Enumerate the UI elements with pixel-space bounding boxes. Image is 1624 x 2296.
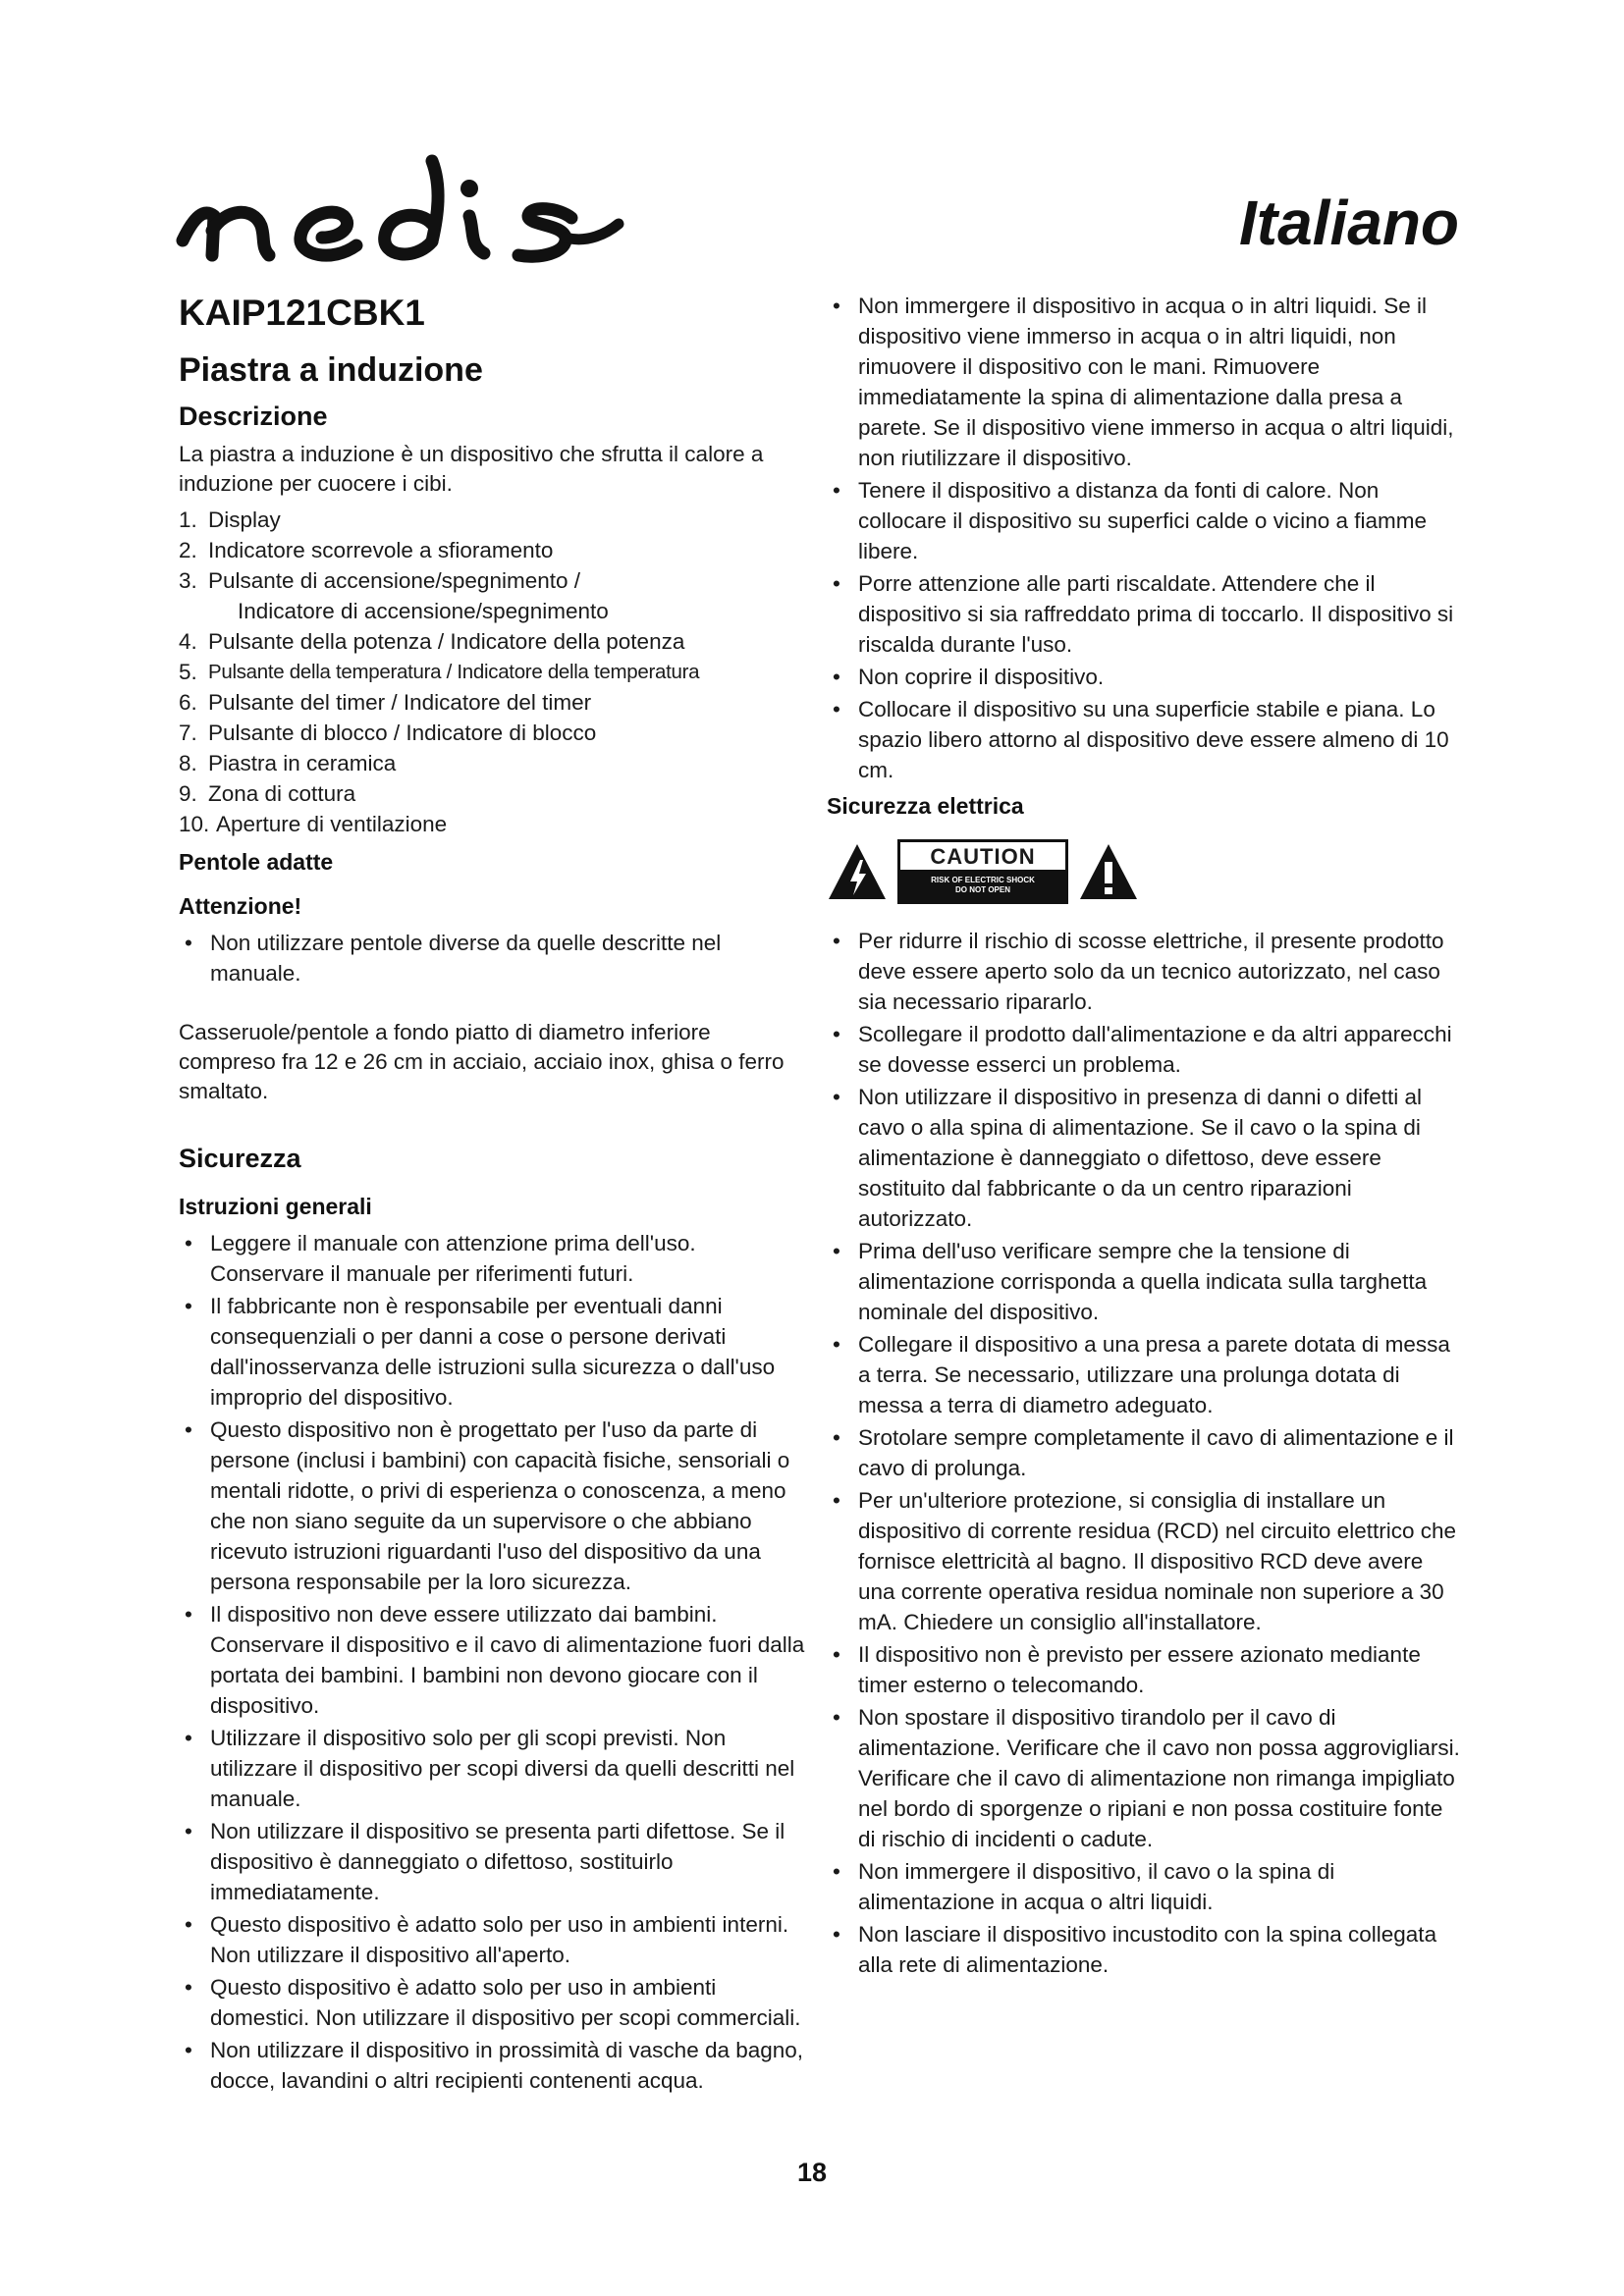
list-item: • Leggere il manuale con attenzione prima dell'uso. Conservare il manuale per riferimenti futuri. xyxy=(179,1228,807,1289)
list-item: 2. Indicatore scorrevole a sfioramento xyxy=(179,538,554,562)
product-title: Piastra a induzione xyxy=(179,351,483,389)
list-item: 10. Aperture di ventilazione xyxy=(179,812,448,836)
list-item: • Per un'ulteriore protezione, si consiglia di installare un dispositivo di corrente residua (RCD) nel circuito elettrico che fornisce elettricità al bagno. Il dispositivo RCD deve avere una corrente operativa residua nominale non superiore a 30 mA. Chiedere un consiglio all'installatore. xyxy=(827,1485,1465,1637)
list-item: 4. Pulsante della potenza / Indicatore della potenza xyxy=(179,629,685,654)
list-item: • Questo dispositivo non è progettato per l'uso da parte di persone (inclusi i bambini) con capacità fisiche, sensoriali o mentali ridotte, o privi di esperienza o conoscenza, a meno che non siano seguite da un supervisore o che abbiano ricevuto istruzioni riguardanti l'uso del dispositivo da una persona responsabile per la loro sicurezza. xyxy=(179,1415,807,1597)
list-item: 7. Pulsante di blocco / Indicatore di blocco xyxy=(179,721,597,745)
safety-heading: Sicurezza xyxy=(179,1144,301,1173)
list-item: • Non spostare il dispositivo tirandolo per il cavo di alimentazione. Verificare che il cavo non possa aggrovigliarsi. Verificare che il cavo di alimentazione non rimanga impigliato nel bordo di sporgenze o ripiani e non possa costituire fonte di rischio di incidenti o cadute. xyxy=(827,1702,1465,1854)
list-item: • Per ridurre il rischio di scosse elettriche, il presente prodotto deve essere aperto solo da un tecnico autorizzato, nel caso sia necessario ripararlo. xyxy=(827,926,1465,1017)
list-item: • Non coprire il dispositivo. xyxy=(827,662,1465,692)
list-item: 5. Pulsante della temperatura / Indicatore della temperatura xyxy=(179,660,700,684)
list-item: 3. Pulsante di accensione/spegnimento / xyxy=(179,568,580,593)
general-instructions-list-continued xyxy=(827,291,1465,785)
list-item: • Questo dispositivo è adatto solo per uso in ambienti domestici. Non utilizzare il dispositivo per scopi commerciali. xyxy=(179,1972,807,2033)
electric-shock-warning-icon xyxy=(827,842,888,901)
caution-subtext: RISK OF ELECTRIC SHOCK DO NOT OPEN xyxy=(900,870,1065,901)
pots-text: Casseruole/pentole a fondo piatto di diametro inferiore compreso fra 12 e 26 cm in acciaio, acciaio inox, ghisa o ferro smaltato. xyxy=(179,1020,785,1103)
right-column xyxy=(827,291,1465,1982)
list-item: • Questo dispositivo è adatto solo per uso in ambienti interni. Non utilizzare il dispositivo all'aperto. xyxy=(179,1909,807,1970)
list-item: • Porre attenzione alle parti riscaldate. Attendere che il dispositivo si sia raffreddato prima di toccarlo. Il dispositivo si riscalda durante l'uso. xyxy=(827,568,1465,660)
attention-heading: Attenzione! xyxy=(179,893,302,919)
model-number: KAIP121CBK1 xyxy=(179,293,425,333)
list-item: • Srotolare sempre completamente il cavo di alimentazione e il cavo di prolunga. xyxy=(827,1422,1465,1483)
list-item: • Non utilizzare il dispositivo se presenta parti difettose. Se il dispositivo è danneggiato o difettoso, sostituirlo immediatamente. xyxy=(179,1816,807,1907)
caution-label: CAUTION xyxy=(930,844,1036,869)
list-item: • Non immergere il dispositivo, il cavo o la spina di alimentazione in acqua o altri liquidi. xyxy=(827,1856,1465,1917)
list-item: 8. Piastra in ceramica xyxy=(179,751,397,775)
general-instructions-list xyxy=(179,1228,807,2096)
parts-list xyxy=(179,505,807,839)
list-item: • Il dispositivo non è previsto per essere azionato mediante timer esterno o telecomando. xyxy=(827,1639,1465,1700)
list-item: • Collocare il dispositivo su una superficie stabile e piana. Lo spazio libero attorno al dispositivo deve essere almeno di 10 cm. xyxy=(827,694,1465,785)
list-item: • Il dispositivo non deve essere utilizzato dai bambini. Conservare il dispositivo e il cavo di alimentazione fuori dalla portata dei bambini. I bambini non devono giocare con il dispositivo. xyxy=(179,1599,807,1721)
list-item: • Non immergere il dispositivo in acqua o in altri liquidi. Se il dispositivo viene immerso in acqua o in altri liquidi, non rimuovere il dispositivo con le mani. Rimuovere immediatamente la spina di alimentazione dalla presa a parete. Se il dispositivo viene immerso in acqua o altri liquidi, non riutilizzare il dispositivo. xyxy=(827,291,1465,473)
brand-logo xyxy=(175,147,636,285)
pots-heading: Pentole adatte xyxy=(179,849,334,875)
left-column xyxy=(179,291,807,2098)
attention-list xyxy=(179,928,807,988)
list-item-continuation: Indicatore di accensione/spegnimento xyxy=(238,599,609,623)
electrical-safety-heading: Sicurezza elettrica xyxy=(827,793,1024,819)
language-title: Italiano xyxy=(1238,187,1459,258)
general-instructions-heading: Istruzioni generali xyxy=(179,1194,372,1219)
list-item: • Non lasciare il dispositivo incustodito con la spina collegata alla rete di alimentazione. xyxy=(827,1919,1465,1980)
list-item: • Non utilizzare il dispositivo in prossimità di vasche da bagno, docce, lavandini o altri recipienti contenenti acqua. xyxy=(179,2035,807,2096)
nedis-logo-icon xyxy=(175,147,636,285)
list-item: • Collegare il dispositivo a una presa a parete dotata di messa a terra. Se necessario, utilizzare una prolunga dotata di messa a terra di diametro adeguato. xyxy=(827,1329,1465,1420)
list-item: • Utilizzare il dispositivo solo per gli scopi previsti. Non utilizzare il dispositivo per scopi diversi da quelli descritti nel manuale. xyxy=(179,1723,807,1814)
electrical-safety-list xyxy=(827,926,1465,1980)
page-number: 18 xyxy=(796,2158,828,2187)
exclamation-warning-icon xyxy=(1078,842,1139,901)
description-heading: Descrizione xyxy=(179,401,328,431)
list-item: • Non utilizzare il dispositivo in presenza di danni o difetti al cavo o alla spina di alimentazione. Se il cavo o la spina di alimentazione è danneggiato o difettoso, deve essere sostituito dal fabbricante o da un centro riparazioni autorizzato. xyxy=(827,1082,1465,1234)
description-text: La piastra a induzione è un dispositivo che sfrutta il calore a induzione per cuocere i cibi. xyxy=(179,442,764,496)
caution-label-graphic xyxy=(827,839,1465,904)
list-item: • Non utilizzare pentole diverse da quelle descritte nel manuale. xyxy=(179,928,807,988)
list-item: • Il fabbricante non è responsabile per eventuali danni consequenziali o per danni a cose o persone derivati dall'inosservanza delle istruzioni sulla sicurezza o dall'uso improprio del dispositivo. xyxy=(179,1291,807,1413)
list-item: • Prima dell'uso verificare sempre che la tensione di alimentazione corrisponda a quella indicata sulla targhetta nominale del dispositivo. xyxy=(827,1236,1465,1327)
list-item: 6. Pulsante del timer / Indicatore del timer xyxy=(179,690,592,715)
caution-box xyxy=(897,839,1068,904)
list-item: 1. Display xyxy=(179,507,281,532)
list-item: 9. Zona di cottura xyxy=(179,781,356,806)
list-item: • Scollegare il prodotto dall'alimentazione e da altri apparecchi se dovesse esserci un problema. xyxy=(827,1019,1465,1080)
list-item: • Tenere il dispositivo a distanza da fonti di calore. Non collocare il dispositivo su superfici calde o vicino a fiamme libere. xyxy=(827,475,1465,566)
